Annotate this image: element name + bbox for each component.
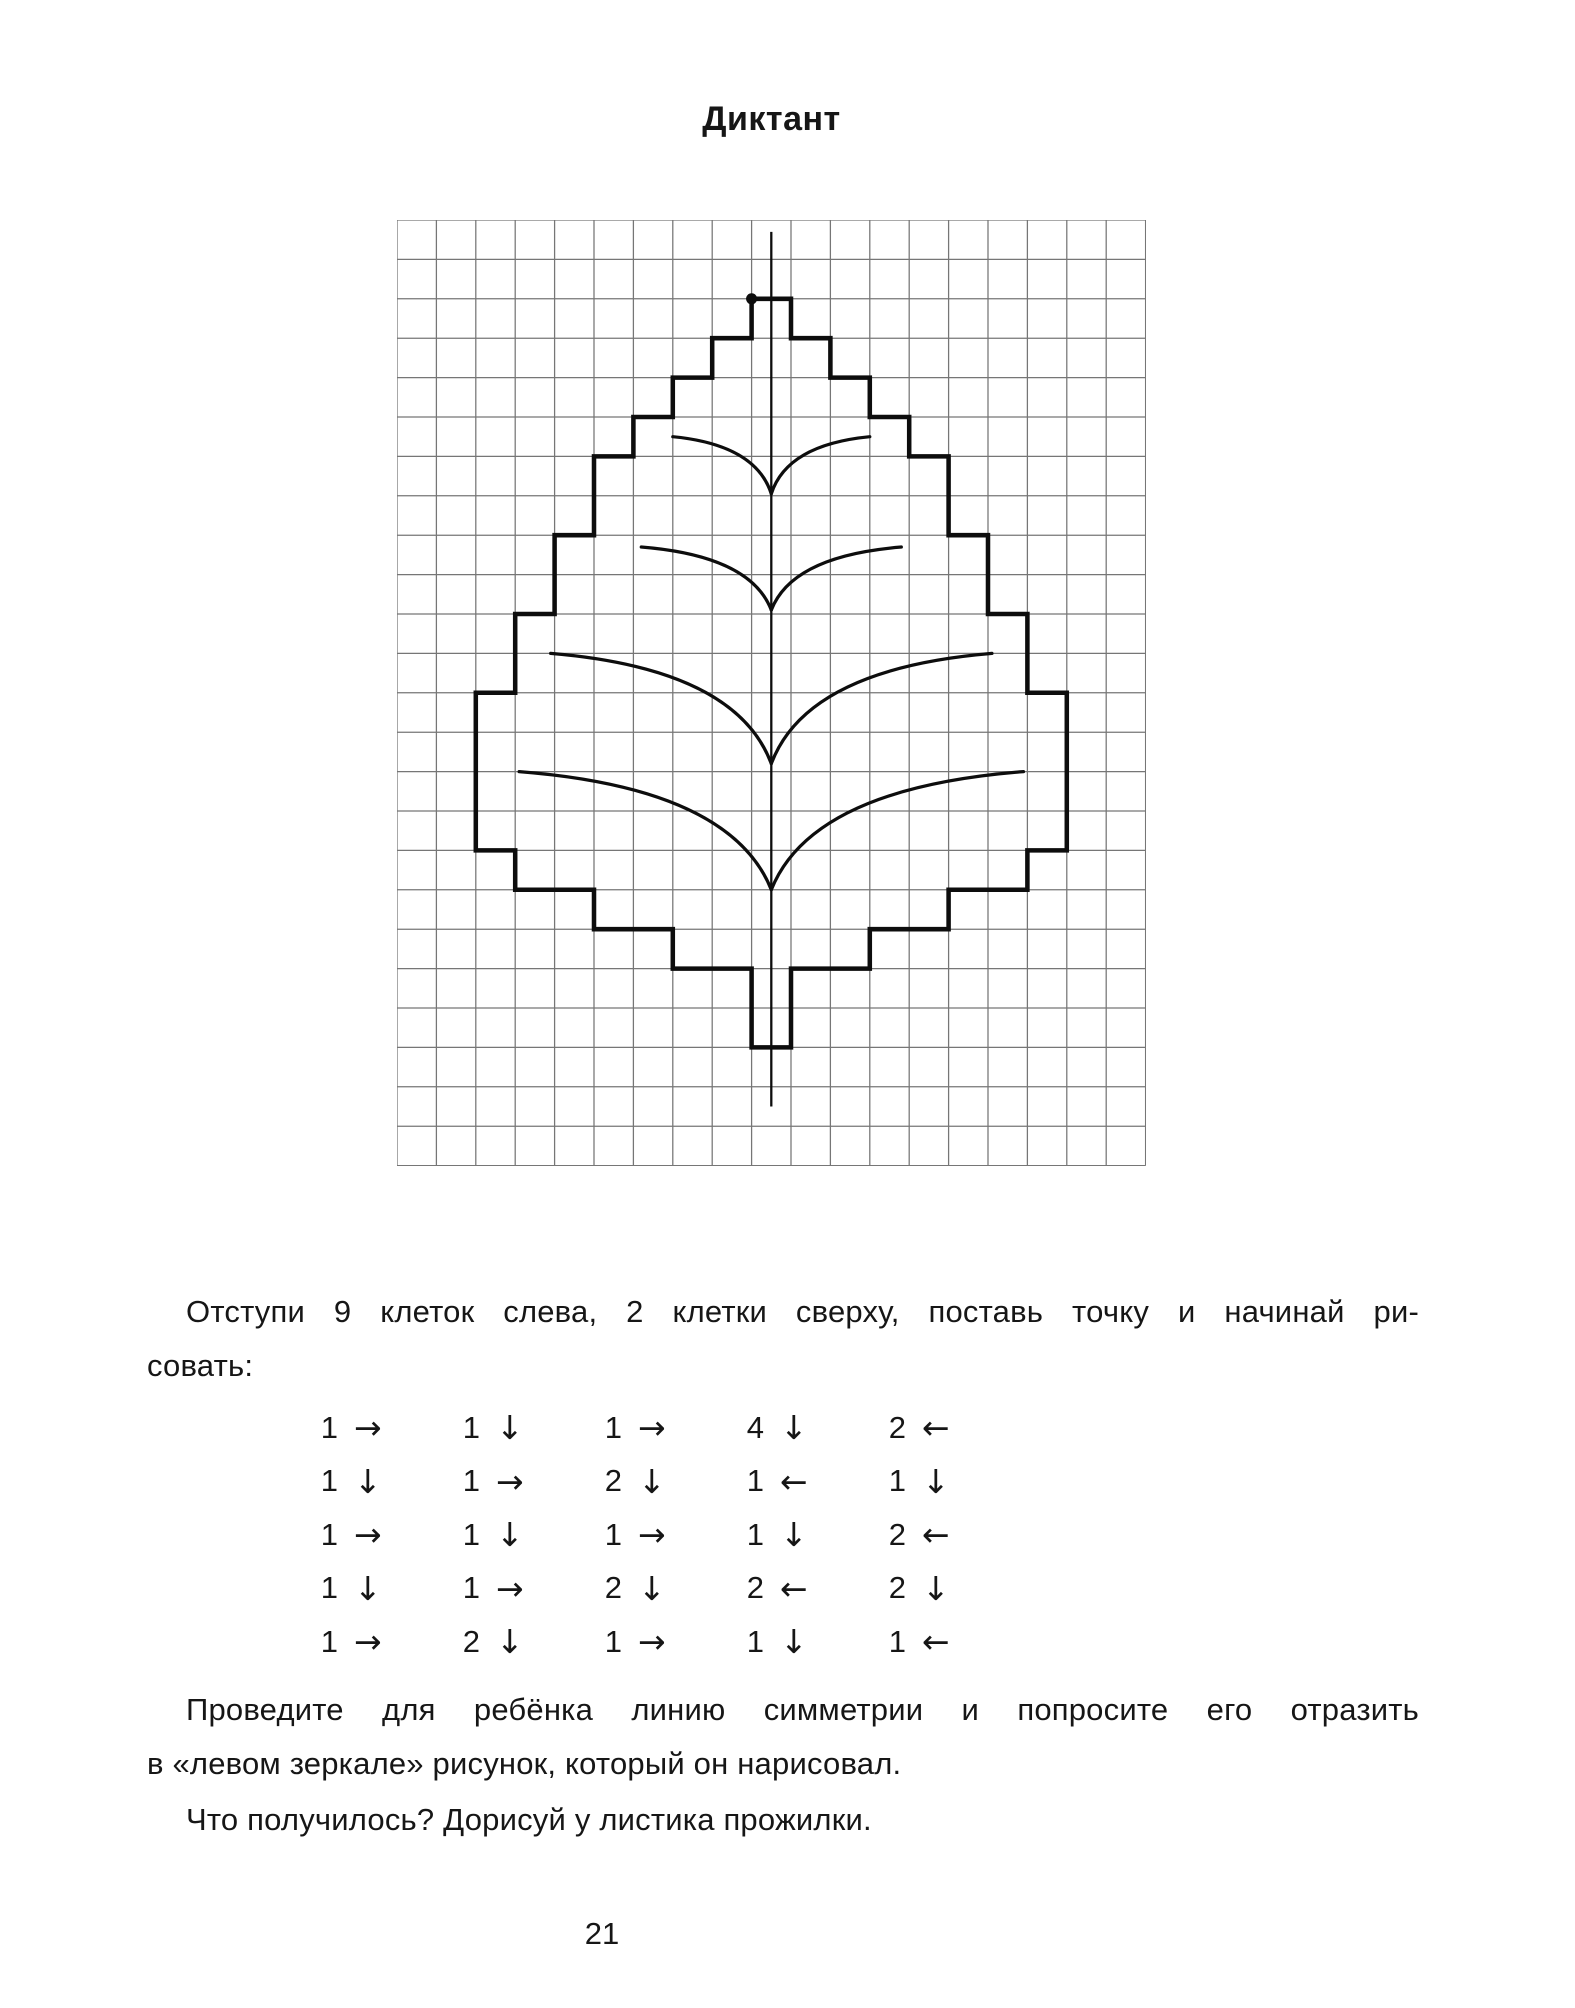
step-count: 1 <box>746 1516 764 1552</box>
instruction-line: совать: <box>147 1348 254 1383</box>
dictation-step-r5c3 <box>574 1615 716 1669</box>
step-count: 1 <box>888 1623 906 1659</box>
dictation-step-r2c3 <box>574 1455 716 1509</box>
step-arrow-icon: → <box>354 1515 382 1555</box>
step-arrow-icon: ← <box>922 1408 950 1448</box>
step-arrow-icon: → <box>638 1408 666 1448</box>
dictation-step-r3c3 <box>574 1508 716 1562</box>
step-count: 2 <box>604 1570 622 1606</box>
step-arrow-icon: ← <box>922 1515 950 1555</box>
step-arrow-icon: → <box>638 1515 666 1555</box>
instruction-paragraph-2 <box>147 1683 1419 1791</box>
dictation-step-r5c2 <box>432 1615 574 1669</box>
dictation-step-r4c4 <box>716 1562 858 1616</box>
step-count: 1 <box>462 1409 480 1445</box>
step-arrow-icon: ← <box>780 1461 808 1501</box>
step-count: 2 <box>604 1463 622 1499</box>
step-count: 2 <box>462 1623 480 1659</box>
step-count: 2 <box>746 1570 764 1606</box>
step-count: 2 <box>888 1516 906 1552</box>
dictation-step-r2c5 <box>858 1455 1000 1509</box>
step-arrow-icon: ← <box>922 1622 950 1662</box>
dictation-step-r3c1 <box>290 1508 432 1562</box>
step-arrow-icon: ↓ <box>922 1568 950 1608</box>
step-count: 1 <box>320 1623 338 1659</box>
leaf-vein-left <box>519 772 771 890</box>
instruction-line: в «левом зеркале» рисунок, который он нарисовал. <box>147 1746 902 1781</box>
leaf-vein-right <box>771 772 1023 890</box>
step-arrow-icon: → <box>638 1622 666 1662</box>
leaf-vein-left <box>673 437 771 494</box>
step-arrow-icon: → <box>496 1568 524 1608</box>
dictation-step-r5c1 <box>290 1615 432 1669</box>
step-count: 1 <box>604 1623 622 1659</box>
step-arrow-icon: → <box>354 1622 382 1662</box>
dictation-step-r2c2 <box>432 1455 574 1509</box>
step-count: 1 <box>320 1409 338 1445</box>
grid-figure-svg <box>397 220 1146 1166</box>
step-count: 1 <box>320 1570 338 1606</box>
start-dot <box>746 293 757 304</box>
step-arrow-icon: ↓ <box>354 1461 382 1501</box>
step-count: 2 <box>888 1570 906 1606</box>
step-arrow-icon: ↓ <box>638 1568 666 1608</box>
dictation-step-r2c4 <box>716 1455 858 1509</box>
dictation-step-r3c5 <box>858 1508 1000 1562</box>
step-count: 1 <box>462 1516 480 1552</box>
step-arrow-icon: ↓ <box>922 1461 950 1501</box>
dictation-step-r4c5 <box>858 1562 1000 1616</box>
step-count: 1 <box>462 1570 480 1606</box>
dictation-step-r4c2 <box>432 1562 574 1616</box>
step-count: 2 <box>888 1409 906 1445</box>
step-count: 1 <box>320 1463 338 1499</box>
dictation-step-r1c3 <box>574 1401 716 1455</box>
dictation-step-r4c3 <box>574 1562 716 1616</box>
step-arrow-icon: → <box>496 1461 524 1501</box>
step-arrow-icon: ↓ <box>780 1622 808 1662</box>
instruction-line: Проведите для ребёнка линию симметрии и попросите его отразить <box>186 1692 1419 1727</box>
step-arrow-icon: ← <box>780 1568 808 1608</box>
step-arrow-icon: ↓ <box>780 1408 808 1448</box>
step-count: 1 <box>320 1516 338 1552</box>
step-arrow-icon: ↓ <box>496 1622 524 1662</box>
step-arrow-icon: ↓ <box>638 1461 666 1501</box>
instruction-line: Отступи 9 клеток слева, 2 клетки сверху, поставь точку и начинай ри- <box>186 1294 1419 1329</box>
dictation-step-r2c1 <box>290 1455 432 1509</box>
step-count: 1 <box>604 1516 622 1552</box>
dictation-step-r1c5 <box>858 1401 1000 1455</box>
dictation-step-r5c5 <box>858 1615 1000 1669</box>
dictation-step-r5c4 <box>716 1615 858 1669</box>
step-count: 1 <box>746 1463 764 1499</box>
dictation-step-r3c4 <box>716 1508 858 1562</box>
instruction-paragraph-1 <box>147 1285 1419 1393</box>
leaf-vein-left <box>551 653 772 763</box>
dictation-step-r4c1 <box>290 1562 432 1616</box>
step-arrow-icon: ↓ <box>780 1515 808 1555</box>
dictation-step-r1c2 <box>432 1401 574 1455</box>
step-count: 1 <box>604 1409 622 1445</box>
step-count: 4 <box>746 1409 764 1445</box>
step-count: 1 <box>746 1623 764 1659</box>
step-arrow-icon: → <box>354 1408 382 1448</box>
page-title: Диктант <box>702 100 841 138</box>
leaf-vein-right <box>771 653 992 763</box>
step-count: 1 <box>888 1463 906 1499</box>
dictation-step-r1c1 <box>290 1401 432 1455</box>
dictation-step-r1c4 <box>716 1401 858 1455</box>
step-arrow-icon: ↓ <box>496 1515 524 1555</box>
instruction-paragraph-3 <box>147 1793 1419 1847</box>
leaf-dictation-figure <box>397 220 1146 1166</box>
step-arrow-icon: ↓ <box>496 1408 524 1448</box>
leaf-vein-right <box>771 437 869 494</box>
instruction-line: Что получилось? Дорисуй у листика прожилки. <box>186 1802 872 1837</box>
dictation-steps-table <box>290 1401 1000 1669</box>
page-number: 21 <box>584 1916 620 1951</box>
step-arrow-icon: ↓ <box>354 1568 382 1608</box>
step-count: 1 <box>462 1463 480 1499</box>
dictation-step-r3c2 <box>432 1508 574 1562</box>
